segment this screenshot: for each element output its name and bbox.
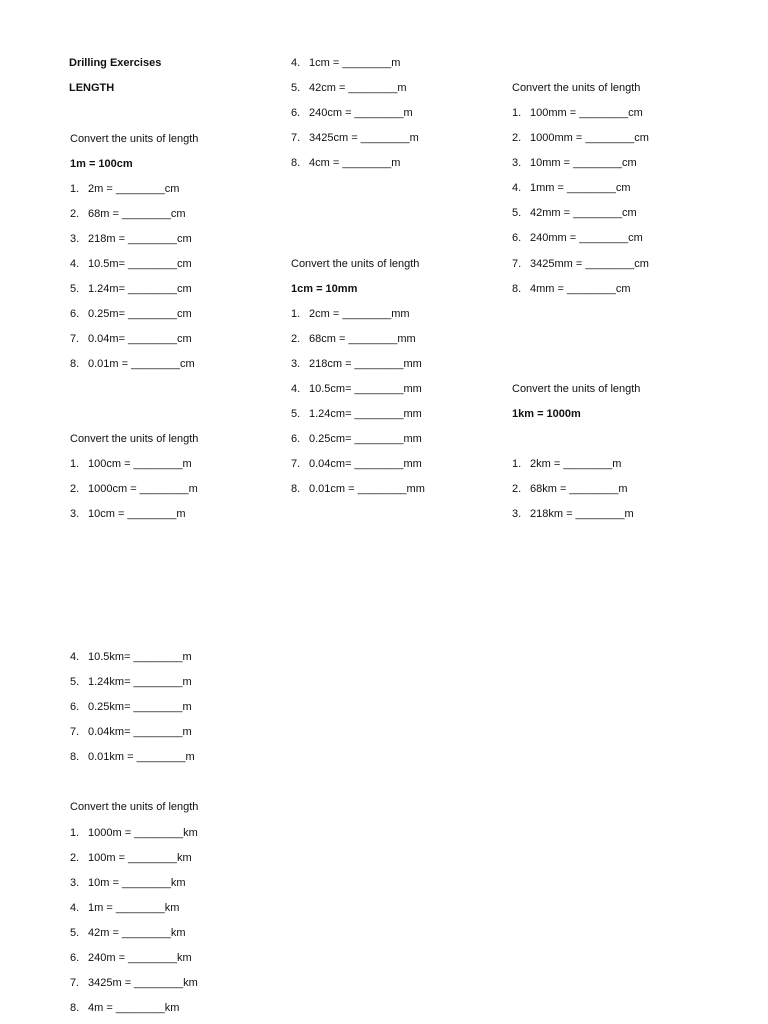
list-item: 4. 1cm = ________m [291,57,401,69]
list-item: 4. 10.5m= ________cm [70,258,192,270]
list-item: 3. 10m = ________km [70,877,186,889]
section-heading: Convert the units of length [512,383,641,395]
list-item: 8. 4cm = ________m [291,157,401,169]
list-item: 7. 0.04m= ________cm [70,333,192,345]
section-heading: Convert the units of length [70,433,199,445]
list-item: 8. 4m = ________km [70,1002,180,1014]
list-item: 4. 10.5km= ________m [70,651,192,663]
list-item: 2. 68m = ________cm [70,208,186,220]
list-item: 6. 240m = ________km [70,952,192,964]
list-item: 2. 1000cm = ________m [70,483,198,495]
list-item: 6. 240cm = ________m [291,107,413,119]
list-item: 4. 1m = ________km [70,902,180,914]
section-heading: Convert the units of length [291,258,420,270]
list-item: 4. 10.5cm= ________mm [291,383,422,395]
list-item: 8. 0.01km = ________m [70,751,195,763]
list-item: 2. 1000mm = ________cm [512,132,649,144]
document-subtitle: LENGTH [69,82,115,94]
list-item: 6. 0.25m= ________cm [70,308,192,320]
section-heading: Convert the units of length [70,133,199,145]
list-item: 8. 0.01m = ________cm [70,358,195,370]
section-rule: 1m = 100cm [70,158,133,170]
section-rule: 1cm = 10mm [291,283,358,295]
list-item: 6. 240mm = ________cm [512,232,643,244]
list-item: 1. 100cm = ________m [70,458,192,470]
list-item: 1. 2m = ________cm [70,183,180,195]
list-item: 5. 42m = ________km [70,927,186,939]
list-item: 5. 1.24m= ________cm [70,283,192,295]
list-item: 8. 4mm = ________cm [512,283,631,295]
list-item: 5. 1.24km= ________m [70,676,192,688]
list-item: 2. 100m = ________km [70,852,192,864]
list-item: 3. 218m = ________cm [70,233,192,245]
document-title: Drilling Exercises [69,57,162,69]
list-item: 1. 1000m = ________km [70,827,198,839]
list-item: 1. 2cm = ________mm [291,308,410,320]
list-item: 1. 2km = ________m [512,458,622,470]
list-item: 3. 10cm = ________m [70,508,186,520]
section-rule: 1km = 1000m [512,408,581,420]
list-item: 2. 68cm = ________mm [291,333,416,345]
list-item: 6. 0.25cm= ________mm [291,433,422,445]
list-item: 7. 3425cm = ________m [291,132,419,144]
list-item: 3. 10mm = ________cm [512,157,637,169]
list-item: 8. 0.01cm = ________mm [291,483,425,495]
list-item: 3. 218cm = ________mm [291,358,422,370]
list-item: 2. 68km = ________m [512,483,628,495]
list-item: 6. 0.25km= ________m [70,701,192,713]
section-heading: Convert the units of length [70,801,199,813]
list-item: 7. 0.04cm= ________mm [291,458,422,470]
section-heading: Convert the units of length [512,82,641,94]
list-item: 7. 3425m = ________km [70,977,198,989]
list-item: 1. 100mm = ________cm [512,107,643,119]
list-item: 5. 42mm = ________cm [512,207,637,219]
list-item: 5. 42cm = ________m [291,82,407,94]
list-item: 7. 3425mm = ________cm [512,258,649,270]
list-item: 4. 1mm = ________cm [512,182,631,194]
list-item: 7. 0.04km= ________m [70,726,192,738]
list-item: 5. 1.24cm= ________mm [291,408,422,420]
list-item: 3. 218km = ________m [512,508,634,520]
